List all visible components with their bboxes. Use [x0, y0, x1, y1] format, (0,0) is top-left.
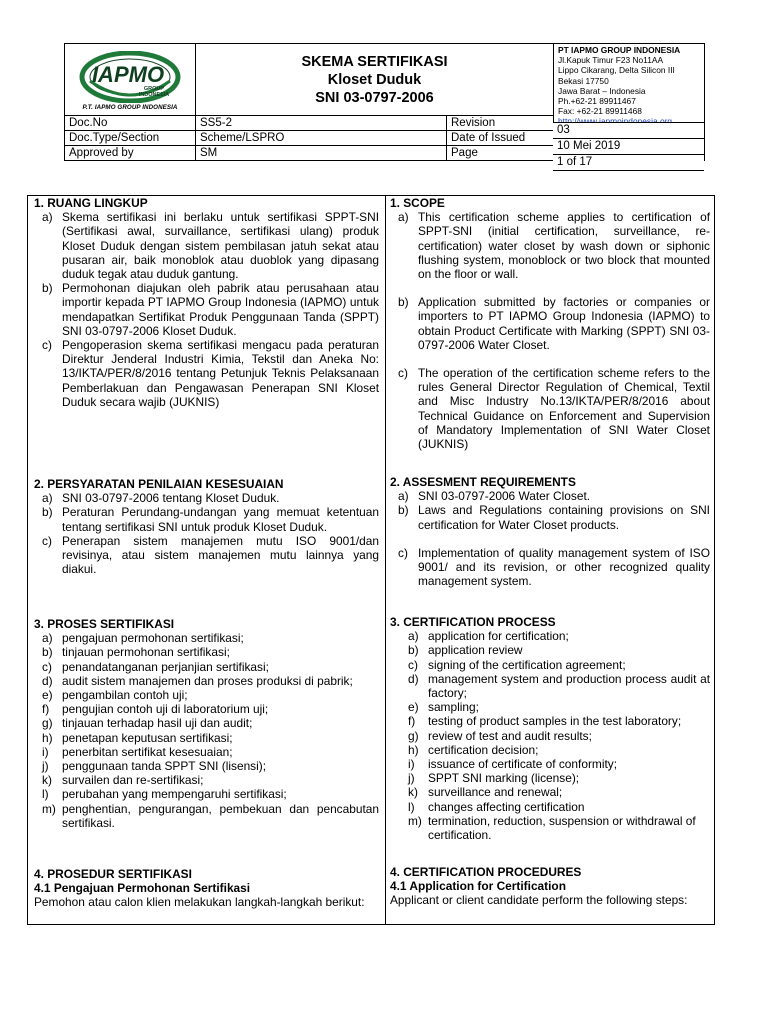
- subsection-title: 4.1 Application for Certification: [390, 879, 566, 894]
- list-item: h) penetapan keputusan sertifikasi;: [42, 730, 233, 745]
- list-item: k) survailen dan re-sertifikasi;: [42, 773, 204, 788]
- list-item: c) Pengoperasion skema sertifikasi mengacu pada peraturan Direktur Jenderal Industri Kimia, Tekstil dan Aneka No: 13/IKTA/PER/8/2016 tentang Petunjuk Teknis Pelaksanaan Pemberlakuan dan Pengawasan Penerapan SNI Kloset Duduk secara wajib (JUKNIS): [42, 338, 379, 409]
- list-item: l) changes affecting certification: [408, 799, 585, 814]
- address-line: Jl.Kapuk Timur F23 No11AA: [558, 55, 664, 66]
- list-item: a) application for certification;: [408, 629, 569, 644]
- section-certification-process: [390, 615, 710, 842]
- scope-list: [390, 210, 710, 451]
- list-item: a) pengajuan permohonan sertifikasi;: [42, 631, 244, 646]
- iapmo-logo-icon: [70, 51, 190, 103]
- company-phone: Ph.+62-21 89911467: [558, 96, 636, 107]
- meta-label: Revision: [447, 116, 554, 131]
- list-item: b) Laws and Regulations containing provisions on SNI certification for Water Closet products.: [398, 503, 710, 532]
- list-item: e) pengambilan contoh uji;: [42, 688, 188, 703]
- svg-text:INDONESIA: INDONESIA: [138, 92, 170, 98]
- list-item: i) issuance of certificate of conformity;: [408, 757, 618, 772]
- date-issued-value: 10 Mei 2019: [553, 138, 704, 154]
- section-title: 4. PROSEDUR SERTIFIKASI: [34, 867, 192, 881]
- list-item: g) review of test and audit results;: [408, 728, 592, 743]
- list-item: a) SNI 03-0797-2006 Water Closet.: [398, 489, 591, 504]
- meta-value: SM: [196, 146, 447, 161]
- title-line-3: SNI 03-0797-2006: [315, 89, 434, 106]
- address-line: Jawa Barat – Indonesia: [558, 85, 646, 96]
- list-item: h) certification decision;: [408, 742, 539, 757]
- column-indonesian: [28, 196, 386, 924]
- address-line: Lippo Cikarang, Delta Silicon III: [558, 65, 675, 76]
- list-item: a) This certification scheme applies to certification of SPPT-SNI (initial certification, surveillance, re-certification) water closet by wash down or siphonic flushing system, monoblock or two block that mounted on the floor or wall.: [398, 210, 710, 282]
- section-title: 3. CERTIFICATION PROCESS: [390, 615, 556, 629]
- iapmo-logo: [70, 51, 190, 111]
- document-body: [27, 195, 715, 925]
- section-scope: [390, 196, 710, 451]
- section-assesment-requirements: [390, 475, 710, 588]
- section-title: 1. RUANG LINGKUP: [34, 196, 148, 210]
- process-list: [34, 631, 379, 830]
- address-line: Bekasi 17750: [558, 75, 609, 86]
- svg-text:IAPMO: IAPMO: [91, 62, 165, 87]
- paragraph: Applicant or client candidate perform the following steps:: [390, 893, 688, 908]
- list-item: c) Implementation of quality management system of ISO 9001/ and its revision, or other recognized quality management system.: [398, 545, 710, 589]
- meta-label: Date of Issued: [447, 131, 554, 146]
- meta-value: Scheme/LSPRO: [196, 131, 447, 146]
- logo-caption: P.T. IAPMO GROUP INDONESIA: [82, 104, 178, 111]
- process-list: [390, 629, 710, 842]
- list-item: d) management system and production process audit at factory;: [408, 671, 710, 701]
- meta-label: Doc.Type/Section: [65, 131, 196, 146]
- list-item: b) tinjauan permohonan sertifikasi;: [42, 645, 230, 660]
- list-item: f) pengujian contoh uji di laboratorium uji;: [42, 702, 269, 717]
- section-certification-procedures: [390, 865, 710, 908]
- list-item: c) The operation of the certification scheme refers to the rules General Director Regulation of Chemical, Textil and Misc Industry No.13/IKTA/PER/8/2016 about Technical Guidance on Enforcement and Supervision of Mandatory Implementation of SNI Water Closet (JUKNIS): [398, 366, 710, 452]
- list-item: b) Permohonan diajukan oleh pabrik atau perusahaan atau importir kepada PT IAPMO Group Indonesia (IAPMO) untuk mendapatkan Sertifikat Produk Penggunaan Tanda (SPPT) SNI 03-0797-2006 Kloset Duduk.: [42, 281, 379, 338]
- section-ruang-lingkup: [34, 196, 379, 409]
- list-item: f) testing of product samples in the test laboratory;: [408, 714, 682, 729]
- requirements-list: [34, 491, 379, 576]
- section-persyaratan: [34, 477, 379, 576]
- svg-text:GROUP: GROUP: [143, 86, 165, 92]
- list-item: e) sampling;: [408, 700, 479, 715]
- meta-label: Page: [447, 146, 554, 161]
- section-title: 1. SCOPE: [390, 196, 445, 210]
- list-item: l) perubahan yang mempengaruhi sertifikasi;: [42, 787, 287, 802]
- subsection-title: 4.1 Pengajuan Permohonan Sertifikasi: [34, 881, 251, 896]
- list-item: b) Application submitted by factories or companies or importers to PT IAPMO Group Indonesia (IAPMO) to obtain Product Certificate with Marking (SPPT) SNI 03-0797-2006 Water Closet.: [398, 295, 710, 352]
- section-title: 2. PERSYARATAN PENILAIAN KESESUAIAN: [34, 477, 284, 491]
- page-value: 1 of 17: [553, 154, 704, 171]
- company-name: PT IAPMO GROUP INDONESIA: [558, 45, 681, 55]
- list-item: b) Peraturan Perundang-undangan yang memuat ketentuan tentang sertifikasi SNI untuk produk Kloset Duduk.: [42, 505, 379, 534]
- meta-label: Doc.No: [65, 116, 196, 131]
- list-item: j) penggunaan tanda SPPT SNI (lisensi);: [42, 759, 267, 774]
- list-item: j) SPPT SNI marking (license);: [408, 771, 580, 786]
- list-item: m) termination, reduction, suspension or withdrawal of certification.: [408, 813, 696, 843]
- list-item: c) penandatanganan perjanjian sertifikasi;: [42, 659, 269, 674]
- list-item: a) Skema sertifikasi ini berlaku untuk sertifikasi SPPT-SNI (Sertifikasi awal, survaillance, sertifikasi ulang) produk Kloset Duduk dengan sistem pembilasan jatuh sekat atau pusaran air, baik monoblok atau duoblok yang dipasang duduk tegak atau duduk gantung.: [42, 210, 379, 282]
- list-item: d) audit sistem manajemen dan proses produksi di pabrik;: [42, 673, 353, 688]
- title-line-1: SKEMA SERTIFIKASI: [301, 53, 448, 70]
- document-title: [196, 44, 554, 116]
- section-prosedur-sertifikasi: [34, 867, 379, 910]
- list-item: g) tinjauan terhadap hasil uji dan audit;: [42, 716, 253, 731]
- list-item: k) surveillance and renewal;: [408, 785, 563, 800]
- title-line-2: Kloset Duduk: [327, 71, 422, 88]
- section-title: 4. CERTIFICATION PROCEDURES: [390, 865, 582, 879]
- paragraph: Pemohon atau calon klien melakukan langkah-langkah berikut:: [34, 895, 365, 910]
- section-title: 2. ASSESMENT REQUIREMENTS: [390, 475, 576, 489]
- list-item: b) application review: [408, 643, 523, 658]
- requirements-list: [390, 489, 710, 588]
- meta-values-right: [553, 122, 704, 171]
- list-item: i) penerbitan sertifikat kesesuaian;: [42, 744, 233, 759]
- list-item: c) signing of the certification agreement;: [408, 657, 626, 672]
- section-title: 3. PROSES SERTIFIKASI: [34, 617, 175, 631]
- meta-value: SS5-2: [196, 116, 447, 131]
- list-item: a) SNI 03-0797-2006 tentang Kloset Duduk.: [42, 491, 280, 506]
- list-item: c) Penerapan sistem manajemen mutu ISO 9001/dan revisinya, atau sistem manajemen mutu lainnya yang diakui.: [42, 533, 379, 577]
- section-proses-sertifikasi: [34, 617, 379, 830]
- revision-value: 03: [553, 122, 704, 138]
- scope-list: [34, 210, 379, 409]
- list-item: m) penghentian, pengurangan, pembekuan dan pencabutan sertifikasi.: [42, 801, 379, 830]
- meta-label: Approved by: [65, 146, 196, 161]
- logo-cell: [65, 44, 196, 116]
- column-english: [386, 196, 716, 924]
- company-fax: Fax: +62-21 89911468: [558, 106, 642, 117]
